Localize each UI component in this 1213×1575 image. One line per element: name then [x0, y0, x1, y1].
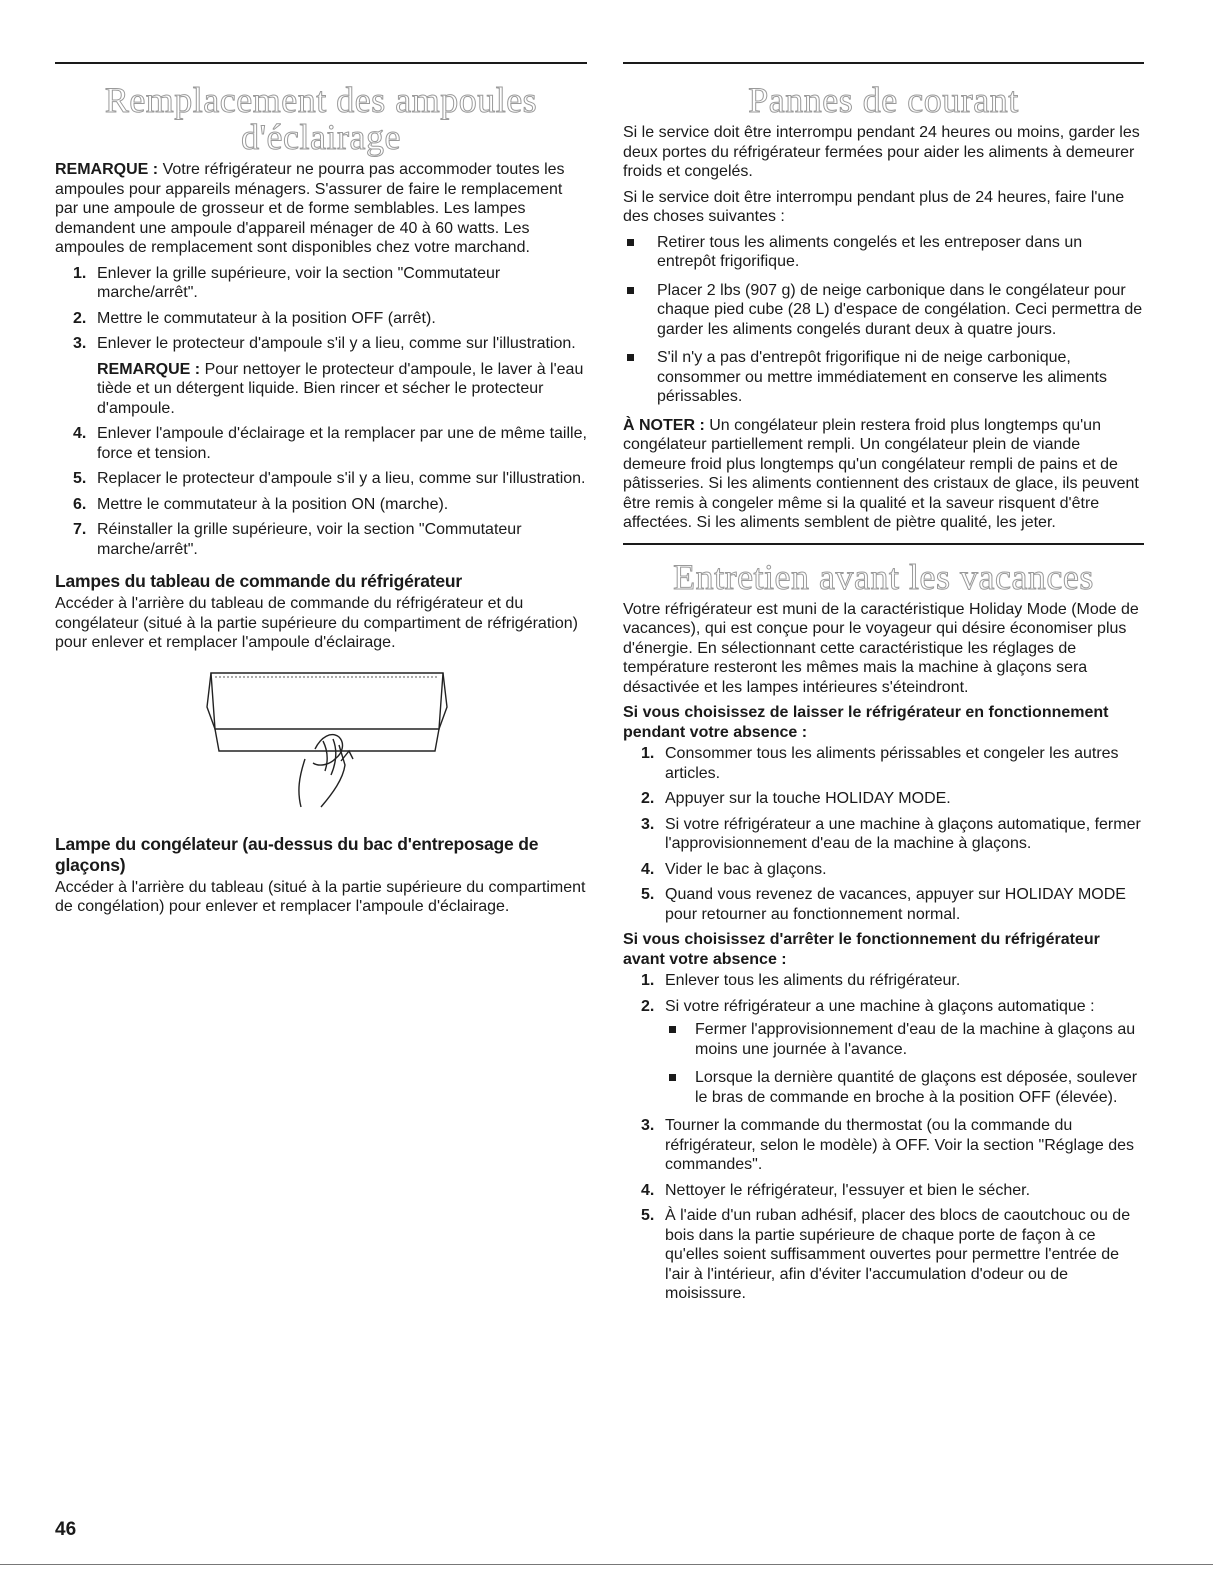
title-line-1: Remplacement des ampoules — [104, 80, 538, 120]
bulb-shield-illustration — [203, 667, 587, 822]
section-rule — [55, 62, 587, 64]
list-item — [623, 1206, 1144, 1304]
noter-label: À NOTER : — [623, 416, 705, 434]
running-steps-list — [623, 744, 1144, 924]
list-item — [55, 520, 587, 559]
step-text: Enlever l'ampoule d'éclairage et la remplacer par une de même taille, force et tension. — [97, 425, 587, 462]
step-number: 2. — [641, 997, 655, 1015]
step-number: 3. — [641, 1117, 655, 1134]
freezer-lamp-text: Accéder à l'arrière du tableau (situé à la partie supérieure du compartiment de congélation) pour enlever et remplacer l'ampoule d'éclairage. — [55, 878, 586, 915]
list-item — [623, 789, 1144, 809]
remarque-label: REMARQUE : — [55, 161, 159, 178]
step-number: 2. — [73, 309, 87, 327]
bulb-shield-drawing — [203, 667, 448, 817]
running-heading: Si vous choisissez de laisser le réfrigérateur en fonctionnement pendant votre absence : — [623, 704, 1109, 741]
step-text: Consommer tous les aliments périssables et congeler les autres articles. — [665, 745, 1119, 782]
page-number: 46 — [55, 1519, 77, 1540]
right-column — [623, 62, 1144, 1310]
bottom-rule — [0, 1564, 1213, 1565]
power-paragraph-1: Si le service doit être interrompu pendant 24 heures ou moins, garder les deux portes du réfrigérateur fermées pour aider les aliments à demeurer froids et congelés. — [623, 124, 1140, 180]
step-text: Appuyer sur la touche HOLIDAY MODE. — [665, 790, 951, 807]
step-text: Nettoyer le réfrigérateur, l'essuyer et bien le sécher. — [665, 1181, 1031, 1199]
power-bullets — [623, 233, 1144, 407]
step-text: Enlever tous les aliments du réfrigérateur. — [665, 972, 961, 989]
step-number: 1. — [641, 972, 655, 989]
list-item — [55, 469, 587, 489]
noter-text: Un congélateur plein restera froid plus longtemps qu'un congélateur partiellement rempli. Un congélateur plein de viande demeure froid plus longtemps qu'un congélateur rempli de pains et de pâtisseries. Si les aliments contiennent des cristaux de glace, ils peuvent être remis à congeler même si la qualité et la saveur risquent d'être affectées. Si les aliments semblent de piètre qualité, les jeter. — [623, 416, 1139, 531]
freezer-lamp-heading: Lampe du congélateur (au-dessus du bac d'entreposage de glaçons) — [55, 833, 539, 875]
vacation-intro: Votre réfrigérateur est muni de la caractéristique Holiday Mode (Mode de vacances), qui est conçue pour le voyageur qui désire économiser plus d'énergie. En sélectionnant cette caractéristique les réglages de température resteront les mêmes mais la machine à glaçons sera désactivée et les lampes intérieures s'éteindront. — [623, 600, 1139, 696]
list-item — [55, 424, 587, 463]
list-item — [623, 971, 1144, 991]
step-number: 4. — [73, 425, 87, 442]
list-item — [623, 1116, 1144, 1175]
step-number: 3. — [73, 335, 87, 352]
title-line-2: d'éclairage — [241, 117, 401, 157]
step-number: 5. — [641, 1207, 655, 1224]
step-number: 7. — [73, 521, 87, 538]
list-item: Placer 2 lbs (907 g) de neige carbonique dans le congélateur pour chaque pied cube (28 L) d'espace de congélation. Ceci permettra de garder les aliments congelés durant deux à quatre jours. — [623, 281, 1144, 340]
step-text: Quand vous revenez de vacances, appuyer sur HOLIDAY MODE pour retourner au fonctionnement normal. — [665, 886, 1126, 923]
stop-steps-list — [623, 971, 1144, 1304]
list-item — [623, 744, 1144, 783]
list-item — [623, 1181, 1144, 1201]
step-number: 4. — [641, 860, 655, 878]
list-item: Lorsque la dernière quantité de glaçons est déposée, soulever le bras de commande en broche à la position OFF (élevée). — [665, 1068, 1144, 1107]
list-item: Retirer tous les aliments congelés et les entreposer dans un entrepôt frigorifique. — [623, 233, 1144, 272]
step-number: 2. — [641, 790, 655, 807]
list-item: Fermer l'approvisionnement d'eau de la machine à glaçons au moins une journée à l'avance. — [665, 1020, 1144, 1059]
list-item — [55, 264, 587, 303]
step-number: 1. — [73, 264, 87, 282]
panel-lamps-heading: Lampes du tableau de commande du réfrigérateur — [55, 571, 463, 591]
power-paragraph-2: Si le service doit être interrompu pendant plus de 24 heures, faire l'une des choses suivantes : — [623, 188, 1125, 225]
note-text: Pour nettoyer le protecteur d'ampoule, le laver à l'eau tiède et un détergent liquide. Bien rincer et sécher le protecteur d'ampoule. — [97, 360, 584, 417]
remarque-text: Votre réfrigérateur ne pourra pas accommoder toutes les ampoules pour appareils ménagers. S'assurer de faire le remplacement par une ampoule de grosseur et de forme semblables. Les lampes demandent une ampoule d'appareil ménager de 40 à 60 watts. Les ampoules de remplacement sont disponibles chez votre marchand. — [55, 161, 565, 256]
section-title-bulb-replacement — [55, 82, 587, 156]
step-text: Si votre réfrigérateur a une machine à glaçons automatique, fermer l'approvisionnement d'eau de la machine à glaçons. — [665, 815, 1141, 852]
step-number: 5. — [73, 470, 87, 487]
stop-sub-bullets — [665, 1020, 1144, 1107]
step-text: Mettre le commutateur à la position ON (marche). — [97, 495, 449, 513]
section-title-power-failures: Pannes de courant — [748, 80, 1019, 120]
step-text: Tourner la commande du thermostat (ou la commande du réfrigérateur, selon le modèle) à OFF. Voir la section "Réglage des commandes". — [665, 1117, 1135, 1173]
list-item — [623, 885, 1144, 924]
step-number: 3. — [641, 815, 655, 833]
step-text: Enlever le protecteur d'ampoule s'il y a lieu, comme sur l'illustration. — [97, 335, 576, 352]
section-rule — [623, 543, 1144, 545]
stop-heading: Si vous choisissez d'arrêter le fonctionnement du réfrigérateur avant votre absence : — [623, 931, 1100, 968]
step-text: Enlever la grille supérieure, voir la section "Commutateur marche/arrêt". — [97, 264, 501, 301]
section-rule — [623, 62, 1144, 64]
step-number: 1. — [641, 745, 655, 762]
bulb-steps-list — [55, 264, 587, 560]
step-number: 4. — [641, 1181, 655, 1199]
remarque-paragraph — [55, 160, 587, 258]
section-title-vacation: Entretien avant les vacances — [673, 556, 1094, 597]
list-item — [623, 860, 1144, 880]
panel-lamps-text: Accéder à l'arrière du tableau de commande du réfrigérateur et du congélateur (situé à la partie supérieure du compartiment de réfrigération) pour enlever et remplacer l'ampoule d'éclairage. — [55, 595, 578, 651]
step-text: Si votre réfrigérateur a une machine à glaçons automatique : — [665, 997, 1095, 1015]
step-text: Mettre le commutateur à la position OFF (arrêt). — [97, 309, 436, 327]
list-item — [623, 997, 1144, 1108]
step-text: À l'aide d'un ruban adhésif, placer des blocs de caoutchouc ou de bois dans la partie supérieure de chaque porte de façon à ce qu'elles soient suffisamment ouvertes pour permettre l'entrée de l'air à l'intérieur, afin d'éviter l'accumulation d'odeur ou de moisissure. — [665, 1207, 1131, 1302]
step-number: 5. — [641, 886, 655, 903]
list-item — [623, 815, 1144, 854]
list-item — [55, 495, 587, 515]
step-text: Replacer le protecteur d'ampoule s'il y a lieu, comme sur l'illustration. — [97, 470, 586, 487]
left-column — [55, 62, 587, 923]
list-item — [55, 309, 587, 329]
noter-paragraph — [623, 416, 1144, 533]
step-number: 6. — [73, 495, 87, 513]
list-item — [55, 334, 587, 418]
step-text: Vider le bac à glaçons. — [665, 860, 827, 878]
step-text: Réinstaller la grille supérieure, voir la section "Commutateur marche/arrêt". — [97, 521, 522, 558]
step-note — [97, 360, 587, 419]
list-item: S'il n'y a pas d'entrepôt frigorifique ni de neige carbonique, consommer ou mettre immédiatement en conserve les aliments périssables. — [623, 348, 1144, 407]
note-label: REMARQUE : — [97, 360, 201, 378]
